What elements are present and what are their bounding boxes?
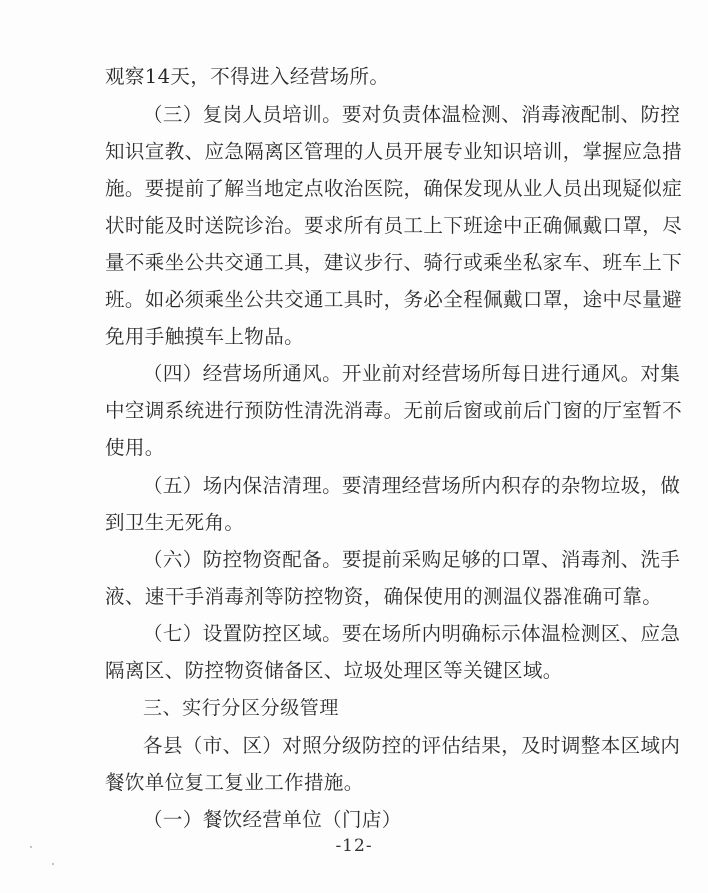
text-line: 隔离区、防控物资储备区、垃圾处理区等关键区域。: [105, 659, 563, 682]
text-line: 餐饮单位复工复业工作措施。: [105, 771, 364, 794]
text-line: （六）防控物资配备。要提前采购足够的口罩、消毒剂、洗手: [143, 548, 681, 571]
scan-speck: [52, 863, 54, 865]
text-line: 各县（市、区）对照分级防控的评估结果，及时调整本区域内: [143, 734, 681, 757]
text-line: （三）复岗人员培训。要对负责体温检测、消毒液配制、防控: [143, 103, 681, 126]
text-line: 液、速干手消毒剂等防控物资，确保使用的测温仪器准确可靠。: [105, 585, 663, 608]
text-line: （四）经营场所通风。开业前对经营场所每日进行通风。对集: [143, 362, 681, 385]
page-number: -12-: [335, 836, 373, 856]
text-line: 量不乘坐公共交通工具，建议步行、骑行或乘坐私家车、班车上下: [105, 251, 683, 274]
text-line: 观察14天，不得进入经营场所。: [105, 65, 390, 88]
scan-speck: [30, 846, 32, 848]
text-line: 班。如必须乘坐公共交通工具时，务必全程佩戴口罩，途中尽量避: [105, 288, 683, 311]
text-line: 免用手触摸车上物品。: [105, 325, 305, 348]
text-line: 中空调系统进行预防性清洗消毒。无前后窗或前后门窗的厅室暂不: [105, 399, 683, 422]
section-heading: 三、实行分区分级管理: [143, 697, 340, 719]
text-line: 知识宣教、应急隔离区管理的人员开展专业知识培训，掌握应急措: [105, 140, 683, 163]
text-line: （七）设置防控区域。要在场所内明确标示体温检测区、应急: [143, 622, 681, 645]
text-line: （五）场内保洁清理。要清理经营场所内积存的杂物垃圾，做: [143, 474, 681, 497]
text-line: 使用。: [105, 436, 165, 459]
text-line: （一）餐饮经营单位（门店）: [143, 808, 402, 831]
text-line: 到卫生无死角。: [105, 511, 245, 534]
text-line: 施。要提前了解当地定点收治医院，确保发现从业人员出现疑似症: [105, 177, 683, 200]
text-line: 状时能及时送院诊治。要求所有员工上下班途中正确佩戴口罩，尽: [105, 214, 683, 237]
